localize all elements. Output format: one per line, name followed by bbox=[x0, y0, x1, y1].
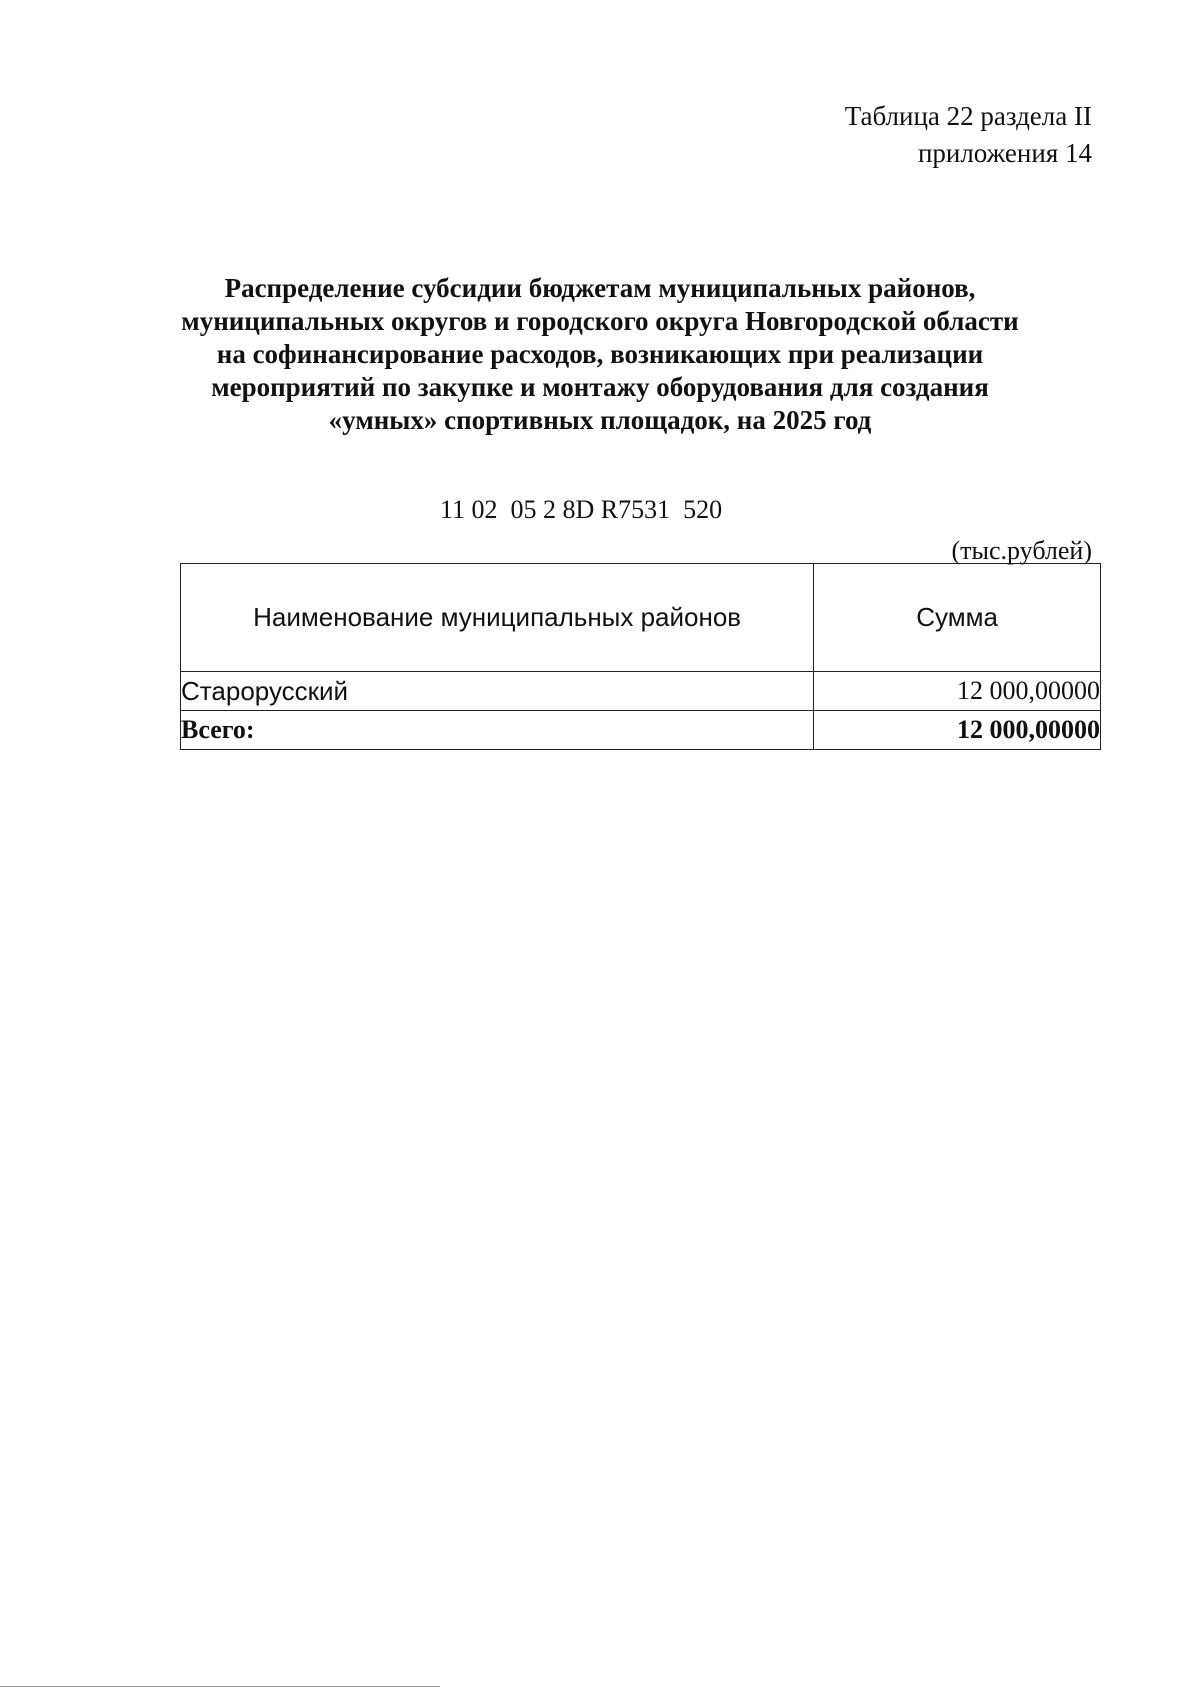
row-district-sum: 12 000,00000 bbox=[814, 672, 1101, 711]
distribution-table bbox=[180, 563, 1101, 750]
header-name: Наименование муниципальных районов bbox=[181, 564, 814, 672]
title-line-1: Распределение субсидии бюджетам муниципальных районов, bbox=[224, 273, 976, 303]
document-title bbox=[150, 272, 1050, 437]
table-total-row bbox=[181, 711, 1101, 750]
table-reference bbox=[845, 98, 1092, 172]
total-label: Всего: bbox=[181, 711, 814, 750]
scan-edge-line bbox=[0, 1686, 440, 1687]
total-sum: 12 000,00000 bbox=[814, 711, 1101, 750]
table-header-row bbox=[181, 564, 1101, 672]
header-sum: Сумма bbox=[814, 564, 1101, 672]
title-line-3: на софинансирование расходов, возникающих при реализации bbox=[216, 339, 984, 369]
row-district-name: Старорусский bbox=[181, 672, 814, 711]
reference-line-1: Таблица 22 раздела II bbox=[844, 101, 1092, 131]
title-line-5: «умных» спортивных площадок, на 2025 год bbox=[328, 405, 872, 435]
table-row bbox=[181, 672, 1101, 711]
unit-label: (тыс.рублей) bbox=[951, 536, 1092, 565]
title-line-2: муниципальных округов и городского округа Новгородской области bbox=[181, 306, 1019, 336]
title-line-4: мероприятий по закупке и монтажу оборудования для создания bbox=[211, 372, 989, 402]
reference-line-2: приложения 14 bbox=[917, 138, 1092, 168]
budget-classification-code: 11 02 05 2 8D R7531 520 bbox=[440, 495, 723, 524]
